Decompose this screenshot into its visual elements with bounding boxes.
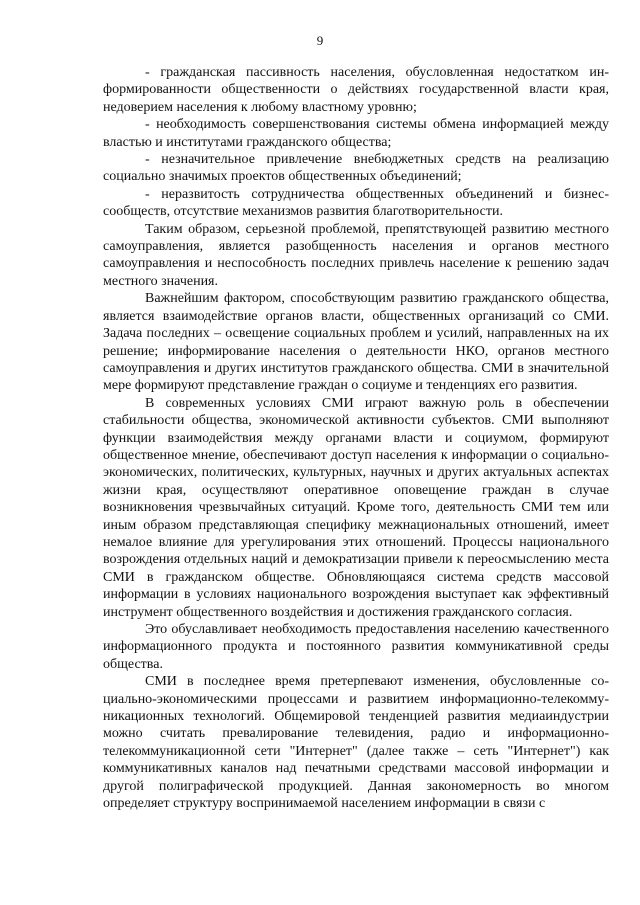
paragraph-main-problem: Таким образом, серьезной проблемой, препятствующей развитию местного самоуправления, является разобщенность населения и органов местного самоуправления и неспособность последних привлечь население к решению задач местного значения. bbox=[103, 221, 609, 289]
paragraph-extrabudgetary: - незначительное привлечение внебюджетных средств на реализацию социально значимых проектов общественных объединений; bbox=[103, 152, 609, 185]
document-body bbox=[103, 64, 609, 812]
page-number: 9 bbox=[316, 33, 324, 48]
paragraph-media-changes: СМИ в последнее время претерпевают изменения, обусловленные социально-экономическими процессами и развитием информационно-телекоммуникационных технологий. Общемировой тенденцией развития медиаиндустрии можно считать превалирование телевидения, радио и информационно-телекоммуникационной сети "Интернет" (далее также – сеть "Интернет") как коммуникативных каналов над печатными средствами массовой информации и другой полиграфической продукцией. Данная закономерность во многом определяет структуру воспринимаемой населением информации в связи с bbox=[103, 674, 609, 812]
paragraph-cooperation: - неразвитость сотрудничества общественных объединений и бизнес-сообществ, отсутствие механизмов развития благотворительности. bbox=[103, 186, 609, 220]
paragraph-passivity: - гражданская пассивность населения, обусловленная недостатком информированности общественности о действиях государственной власти края, недоверием населения к любому властному уровню; bbox=[103, 65, 609, 115]
paragraph-key-factor: Важнейшим фактором, способствующим развитию гражданского общества, является взаимодействие органов власти, общественных организаций со СМИ. Задача последних – освещение социальных проблем и усилий, направленных на их решение; информирование населения о деятельности НКО, органов местного самоуправления и других институтов гражданского общества. СМИ в значительной мере формируют представление граждан о социуме и тенденциях его развития. bbox=[103, 291, 609, 394]
paragraph-media-role: В современных условиях СМИ играют важную роль в обеспечении стабильности общества, экономической активности субъектов. СМИ выполняют функции взаимодействия между органами власти и социумом, формируют общественное мнение, обеспечивают доступ населения к информации о социально-экономических, политических, культурных, научных и других актуальных аспектах жизни края, осуществляют оперативное оповещение граждан в случае возникновения чрезвычайных ситуаций. Кроме того, деятельность СМИ тем или иным образом представляющая специфику межнациональных отношений, имеет немалое влияние для урегулирования этих отношений. Процессы национального возрождения отдельных наций и демократизации привели к переосмыслению места СМИ в гражданском обществе. Обновляющаяся система средств массовой информации в условиях национального возрождения выступает как эффективный инструмент общественного воздействия и достижения гражданского согласия. bbox=[103, 395, 609, 620]
paragraph-info-exchange: - необходимость совершенствования системы обмена информацией между властью и институтами гражданского общества; bbox=[103, 117, 609, 150]
paragraph-necessity: Это обуславливает необходимость предоставления населению качественного информационного продукта и постоянного развития коммуникативной среды общества. bbox=[103, 622, 609, 672]
